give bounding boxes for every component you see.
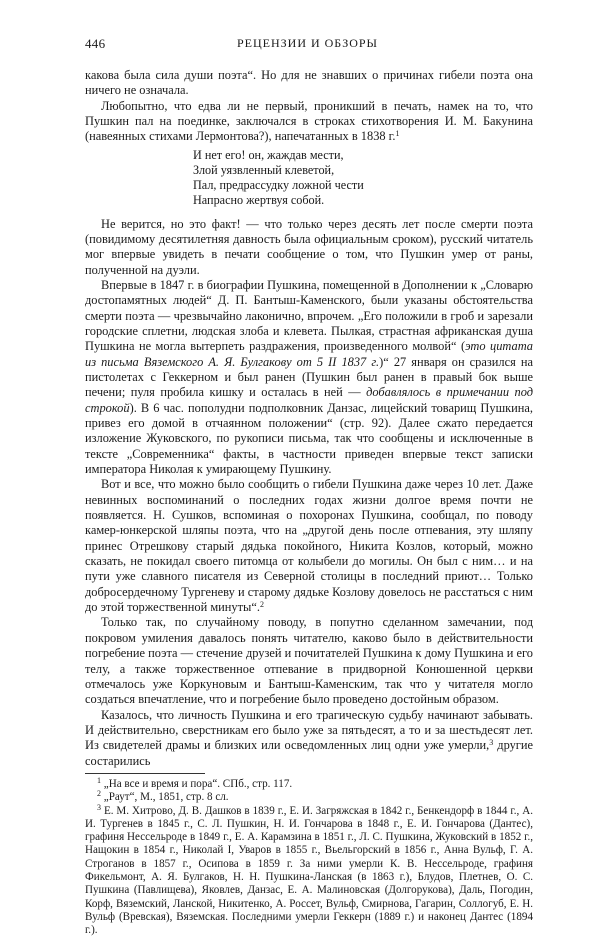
paragraph: Казалось, что личность Пушкина и его трагическую судьбу начинают забывать. И действительно, сверстникам его было уже за пятьдесят, а то и за шестьдесят лет. Из свидетелей драмы и близких или осведомленных лиц одни уже умерли,$^3$ другие состарились bbox=[85, 708, 533, 769]
italic-note: это цитата из письма Вяземского А. Я. Булгакову от 5 II 1837 г. bbox=[85, 339, 533, 368]
verse-quote bbox=[193, 148, 533, 209]
footnote-ref: 2 bbox=[260, 600, 264, 609]
main-text bbox=[85, 68, 533, 937]
running-title: РЕЦЕНЗИИ И ОБЗОРЫ bbox=[85, 36, 530, 51]
page-number: 446 bbox=[85, 36, 105, 52]
footnote-divider bbox=[85, 773, 205, 774]
verse-line: Злой уязвленный клеветой, bbox=[193, 163, 533, 178]
footnotes bbox=[85, 778, 533, 937]
footnote: $^2$ „Раут“, М., 1851, стр. 8 сл. bbox=[85, 791, 533, 804]
paragraph: Не верится, но это факт! — что только через десять лет после смерти поэта (повидимому десятилетняя давность была официальным сроком), русский читатель мог впервые увидеть в печати сообщение о том, что Пушкин умер от раны, полученной на дуэли. bbox=[85, 217, 533, 278]
running-header bbox=[85, 36, 530, 52]
footnote: $^3$ Е. М. Хитрово, Д. В. Дашков в 1839 г., Е. И. Загряжская в 1842 г., Бенкендорф в 1844 г., А. И. Тургенев в 1845 г., С. Л. Пушкин, Н. И. Гончарова в 1848 г., Е. И. Гончарова (Дантес), графиня Нессельроде в 1849 г., Е. А. Карамзина в 1851 г., Л. С. Пушкина, Жуковский в 1852 г., Нащокин в 1854 г., Николай I, Уваров в 1855 г., Вьельгорский в 1856 г., Анна Вульф, Г. А. Строганов в 1857 г., Осипова в 1859 г. За ними умерли К. В. Нессельроде, графиня Фикельмонт, А. Я. Булгаков, Н. Н. Пушкина-Ланская (в 1863 г.), Блудов, Плетнев, О. С. Пушкина (Павлищева), Яковлев, Данзас, Е. А. Малиновская (Долгорукова), Даль, Погодин, Корф, Вяземский, Ланской, Никитенко, А. Россет, Вульф, Смирнова, Гагарин, Соллогуб, Е. Н. Вульф (Вревская), Вяземская. Последними умерли Геккерн (1889 г.) и наконец Дантес (1894 г.). bbox=[85, 805, 533, 937]
footnote-ref: 3 bbox=[489, 738, 493, 747]
footnote-ref: 1 bbox=[395, 129, 399, 138]
paragraph: какова была сила души поэта“. Но для не знавших о причинах гибели поэта она ничего не означала. bbox=[85, 68, 533, 99]
italic-note: добавлялось в примечании под строкой bbox=[85, 385, 533, 414]
paragraph: Впервые в 1847 г. в биографии Пушкина, помещенной в Дополнении к „Словарю достопамятных людей“ Д. П. Бантыш-Каменского, были указаны обстоятельства смерти поэта — чрезвычайно лаконично, впрочем. „Его положили в гроб и зарезали городские сплетни, людская злоба и клевета. Пылкая, страстная африканская душа Пушкина не могла вытерпеть раздражения, произведенного молвой“ (это цитата из письма Вяземского А. Я. Булгакову от 5 II 1837 г.)“ 27 января он сразился на пистолетах с Геккерном и был ранен (Пушкин был ранен в правый бок выше печени; пуля пробила кишку и осталась в ней — добавлялось в примечании под строкой). В 6 час. пополудни подполковник Данзас, лицейский товарищ Пушкина, привез его домой в отчаянном положении“ (стр. 92). Далее сжато передается изложение Жуковского, по рукописи письма, так что сообщены и исключенные в тексте „Современника“ факты, в частности приведен впервые текст записки императора Николая к умирающему Пушкину. bbox=[85, 278, 533, 477]
paragraph: Только так, по случайному поводу, в попутно сделанном замечании, под покровом умиления давалось понять читателю, каково было в действительности погребение поэта — стечение друзей и почитателей Пушкина к дому Пушкина и его телу, а также торжественное отпевание в придворной Конюшенной церкви отмечалось уже Коркуновым и Бантыш-Каменским, так что у читателя могло создаться впечатление, что и погребение было проведено достойным образом. bbox=[85, 615, 533, 707]
verse-line: И нет его! он, жаждав мести, bbox=[193, 148, 533, 163]
paragraph: Любопытно, что едва ли не первый, проникший в печать, намек на то, что Пушкин пал на поединке, заключался в строках стихотворения И. М. Бакунина (навеянных стихами Лермонтова?), напечатанных в 1838 г.$^1$ bbox=[85, 99, 533, 145]
footnote: $^1$ „На все и время и пора“. СПб., стр. 117. bbox=[85, 778, 533, 791]
verse-line: Напрасно жертвуя собой. bbox=[193, 193, 533, 208]
paragraph: Вот и все, что можно было сообщить о гибели Пушкина даже через 10 лет. Даже невинных воспоминаний о последних годах жизни долгое время почти не появляется. Н. Сушков, вспоминая о похоронах Пушкина, сообщал, по поводу камер-юнкерской шляпы поэта, что на „другой день после отпевания, эту шляпу принес Отрешкову старый дядька покойного, Никита Козлов, который, можно сказать, не покидал своего питомца от колыбели до могилы. Он был с ним… и на пути уже славного писателя из Северной столицы в последний приют… Только добросердечному Тургеневу и старому дядьке Козлову довелось не расстаться с ним до этой торжественной минуты“.$^2$ bbox=[85, 477, 533, 615]
verse-line: Пал, предрассудку ложной чести bbox=[193, 178, 533, 193]
